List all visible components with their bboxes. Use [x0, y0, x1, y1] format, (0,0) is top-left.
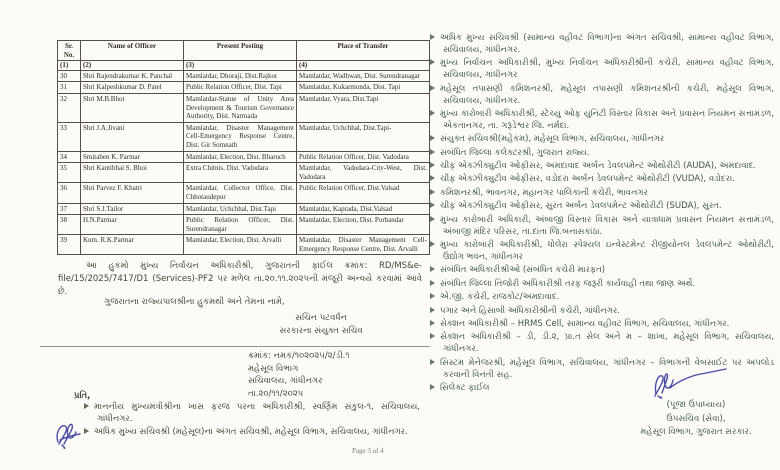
issuing-officer-name: (પૂજા ઉપાધ્યાય) [666, 400, 726, 410]
to-item-text: અધિક મુખ્ય સચિવશ્રી (મહેસૂલ)ના અંગત સચિવશ્રી, મહેસૂલ વિભાગ, સચિવાલય, ગાંધીનગર. [94, 426, 408, 437]
cell-sr-no: 33 [58, 122, 81, 151]
arrow-bullet-icon [430, 333, 435, 339]
arrow-bullet-icon [430, 320, 435, 326]
table-row [58, 70, 430, 82]
cell-place-of-transfer: Mamlatdar, Election, Dist. Porbandar [297, 215, 430, 235]
cell-sr-no: 31 [58, 82, 81, 94]
reference-block [248, 350, 350, 400]
list-item [430, 174, 774, 186]
cell-officer-name: Shri S.J.Tailor [81, 203, 184, 215]
list-item [430, 306, 774, 318]
cell-present-posting: Mamlatdar-Statue of Unity Area Development & Tourism Governance Authority, Dist. Narmada [184, 93, 297, 122]
distribution-item-text: ચીફ એક્ઝીક્યુટીવ ઓફીસર, વડોદરા અર્બન ડેવલપમેન્ટ ઓથોરીટી (VUDA), વડોદરા. [440, 174, 735, 185]
distribution-item-text: મુખ્ય કારોબારી અધિકારી, અંબાજી વિસ્તાર વિકાસ અને યાત્રાધામ પ્રવાસન નિયમન સત્તામંડળ, અંબાજી મંદિર પરિસર, તા.દાંતા જિ.બનાસકાંઠા. [440, 214, 774, 237]
list-item [430, 201, 774, 213]
cell-officer-name: Shri Rajendrakumar K. Panchal [81, 70, 184, 82]
arrow-bullet-icon [430, 34, 435, 40]
cell-officer-name: Shri M.B.Bhoi [81, 93, 184, 122]
cell-present-posting: Mamlatdar, Election, Dist. Bharuch [184, 151, 297, 163]
distribution-item-text: ચીફ એક્ઝીક્યુટીવ ઓફીસર, અમદાવાદ અર્બન ડેવલપમેન્ટ ઓથોરીટી (AUDA), અમદાવાદ. [440, 161, 757, 172]
cell-sr-no: 38 [58, 215, 81, 235]
list-item [84, 402, 420, 425]
cell-present-posting: Public Relation Officer, Dist. Surendranagar [184, 215, 297, 235]
arrow-bullet-icon [430, 189, 435, 195]
arrow-bullet-icon [430, 266, 435, 272]
distribution-item-text: સંબંધિત જિલ્લા તિજોરી અધિકારીશ્રી તરફ જરૂરી કાર્યવાહી તથા જાણ અર્થે. [440, 278, 696, 289]
list-item [430, 188, 774, 200]
list-item [430, 215, 774, 239]
distribution-item-text: સંબંધિત જિલ્લા કલેક્ટરશ્રી, ગુજરાત રાજ્ય. [440, 147, 590, 158]
deputy-secretary-signature-scribble [642, 366, 734, 400]
distribution-item-text: ચીફ એક્ઝીક્યુટીવ ઓફીસર, સુરત અર્બન ડેવલપમેન્ટ ઓથોરીટી (SUDA), સુરત. [440, 201, 722, 212]
to-item-text: માનનીય મુખ્યમંત્રીશ્રીના ખાસ ફરજ પરના અધિકારીશ્રી, સ્વર્ણિમ સંકુલ-૧, સચિવાલય, ગાંધીનગર. [94, 402, 420, 424]
column-header-sr-no: Sr. No. [58, 41, 81, 61]
to-list [84, 402, 420, 440]
arrow-bullet-icon [430, 135, 435, 141]
arrow-bullet-icon [430, 216, 435, 222]
table-row [58, 122, 430, 151]
cell-officer-name: Shri J.A.Jivani [81, 122, 184, 151]
arrow-bullet-icon [430, 280, 435, 286]
list-item [430, 58, 774, 82]
cell-officer-name: H.N.Parmar [81, 215, 184, 235]
distribution-item-text: કમિશનરશ્રી, ભાવનગર, મહાનગર પાલિકાની કચેરી, ભાવનગર [440, 187, 648, 198]
reference-number: ક્રમાંક: નમક/૧૦૨૦૨૫/૨/ડી.૧ [248, 351, 350, 361]
cell-sr-no: 39 [58, 235, 81, 255]
initials-signature-scribble [50, 418, 86, 450]
arrow-bullet-icon [430, 241, 435, 247]
cell-present-posting: Mamlatdar, Collector Office, Dist. Chhotaudepur [184, 183, 297, 203]
reference-department: મહેસૂલ વિભાગ [248, 363, 299, 374]
by-order-of-governor-line: ગુજરાતના રાજ્યપાલશ્રીના હુકમથી અને તેમના નામે, [104, 297, 285, 307]
column-number-2: (2) [81, 61, 184, 71]
table-row [58, 82, 430, 94]
transfer-table-header [58, 41, 430, 71]
distribution-item-text: એ.જી. કચેરી, રાજકોટ/અમદાવાદ. [440, 292, 560, 303]
order-approval-paragraph: આ હુકમો મુખ્ય નિર્વાચન અધિકારીશ્રી, ગુજરાતની ફાઈલ ક્રમાંક: RD/MS&e-file/15/2025/7417/D1 (Services)-PF2 પર મળેલ તા.૨૦.૧૧.૨૦૨૫ની મંજૂરી અન્વયે કરવામાં આવે છે. [58, 261, 422, 297]
list-item [430, 33, 774, 57]
list-item [430, 84, 774, 108]
table-row [58, 93, 430, 122]
list-item [430, 265, 774, 277]
list-item [430, 319, 774, 331]
arrow-bullet-icon [430, 175, 435, 181]
distribution-item-text: સેક્શન અધિકારીશ્રી – ડી, ડી.૨, પ્રા.ત સેલ અને મ – શાખા, મહેસૂલ વિભાગ, સચિવાલય, ગાંધીનગર. [440, 332, 774, 355]
arrow-bullet-icon [430, 149, 435, 155]
column-number-4: (4) [297, 61, 430, 71]
issuing-officer-title: ઉપસચિવ (સેવા), [666, 413, 726, 424]
table-row [58, 235, 430, 255]
list-item [430, 148, 774, 160]
column-header-place-of-transfer: Place of Transfer [297, 41, 430, 61]
distribution-item-text: પગાર અને હિસાબી અધિકારીશ્રીની કચેરી, ગાંધીનગર. [440, 305, 620, 316]
cell-sr-no: 37 [58, 203, 81, 215]
cell-officer-name: Smitaben K. Parmar [81, 151, 184, 163]
cell-sr-no: 34 [58, 151, 81, 163]
signatory-title: સરકારના સંયુક્ત સચિવ [279, 326, 363, 336]
cell-place-of-transfer: Mamlatdar, Vyara, Dist.Tapi [297, 93, 430, 122]
table-row [58, 163, 430, 183]
cell-officer-name: Kum. R.K.Parmar [81, 235, 184, 255]
table-row [58, 215, 430, 235]
cell-place-of-transfer: Mamlatdar, Vadodara-City-West, Dist. Vadodara [297, 163, 430, 183]
cell-sr-no: 32 [58, 93, 81, 122]
arrow-bullet-icon [430, 59, 435, 65]
column-number-3: (3) [184, 61, 297, 71]
transfer-table-body [58, 70, 430, 255]
distribution-item-text: અધિક મુખ્ય સચિવશ્રી (સામાન્ય વહીવટ વિભાગ)ના અંગત સચિવશ્રી, સામાન્ય વહીવટ વિભાગ, સચિવાલય, ગાંધીનગર. [440, 33, 774, 55]
cell-place-of-transfer: Mamlatdar, Uchchhal, Dist.Tapi- [297, 122, 430, 151]
cell-place-of-transfer: Mamlatdar, Wadhwan, Dist. Surendranagar [297, 70, 430, 82]
cell-place-of-transfer: Mamlatdar, Disaster Management Cell-Emergency Response Centre, Dist. Arvalli [297, 235, 430, 255]
list-item [430, 134, 774, 146]
distribution-item-text: સિસ્ટમ મેનેજરશ્રી, મહેસૂલ વિભાગ, સચિવાલય, ગાંધીનગર – વિભાગની વેબસાઈટ પર અપલોડ કરવાની વિનંતી સહ. [440, 357, 774, 380]
distribution-item-text: સિલેક્ટ ફાઈલ [440, 382, 490, 393]
to-label: પ્રતિ, [74, 391, 91, 401]
page-number: Page 3 of 4 [352, 447, 384, 455]
column-number-1: (1) [58, 61, 81, 71]
arrow-bullet-icon [430, 202, 435, 208]
list-item [430, 240, 774, 264]
distribution-list [430, 33, 774, 396]
arrow-bullet-icon [430, 307, 435, 313]
cell-present-posting: Mamlatdar, Disaster Management Cell-Emergency Response Centre, Dist. Gir Somnath [184, 122, 297, 151]
distribution-item-text: મુખ્ય કારોબારી અધિકારીશ્રી, સ્ટેચ્યુ ઓફ યુનિટી વિસ્તાર વિકાસ અને પ્રવાસન નિયમન સત્તામંડળ, એકતાનગર, તા. ગરૂડેશ્વર જિ. નર્મદા. [440, 108, 774, 131]
cell-sr-no: 36 [58, 183, 81, 203]
list-item [430, 161, 774, 173]
cell-officer-name: Shri Kantibhai S. Bhoi [81, 163, 184, 183]
arrow-bullet-icon [430, 293, 435, 299]
distribution-item-text: સેક્શન અધિકારીશ્રી – HRMS Cell, સામાન્ય વહીવટ વિભાગ, સચિવાલય, ગાંધીનગર. [440, 318, 730, 329]
cell-place-of-transfer: Mamlatdar, Kaprada, Dist.Valsad [297, 203, 430, 215]
reference-date: તા.૨૦/૧૧/૨૦૨૫ [248, 388, 304, 399]
cell-sr-no: 35 [58, 163, 81, 183]
arrow-bullet-icon [430, 162, 435, 168]
distribution-item-text: સંબંધિત અધિકારીશ્રીઓ (સંબંધિત કચેરી મારફત) [440, 265, 606, 276]
column-header-present-posting: Present Posting [184, 41, 297, 61]
cell-present-posting: Mamlatdar, Uchchhal, Dist.Tapi [184, 203, 297, 215]
arrow-bullet-icon [430, 359, 435, 365]
table-row [58, 203, 430, 215]
cell-place-of-transfer: Public Relation Officer, Dist. Vadodara [297, 151, 430, 163]
distribution-item-text: સંયુક્ત સચિવશ્રી(મહેકમ), મહેસૂલ વિભાગ, સચિવાલય, ગાંધીનગર [440, 134, 665, 145]
arrow-bullet-icon [430, 110, 435, 116]
list-item [430, 279, 774, 291]
cell-officer-name: Shri Parvez F. Khatri [81, 183, 184, 203]
list-item [430, 292, 774, 304]
transfer-table [57, 40, 430, 255]
page-fold-line [40, 346, 430, 347]
issuing-officer-department: મહેસૂલ વિભાગ, ગુજરાત સરકાર. [640, 427, 752, 437]
list-item [430, 332, 774, 356]
table-row [58, 183, 430, 203]
cell-sr-no: 30 [58, 70, 81, 82]
column-header-name: Name of Officer [81, 41, 184, 61]
distribution-item-text: મહેસૂલ તપાસણી કમિશનરશ્રી, મહેસૂલ તપાસણી કમિશનરશ્રીની કચેરી, મહેસૂલ વિભાગ, સચિવાલય, ગાંધીનગર. [440, 83, 774, 106]
signatory-block [246, 312, 396, 338]
arrow-bullet-icon [430, 85, 435, 91]
cell-place-of-transfer: Mamlatdar, Kukarmunda, Dist. Tapi [297, 82, 430, 94]
cell-present-posting: Extra Chitnis, Dist. Vadodara [184, 163, 297, 183]
cell-present-posting: Public Relation Officer, Dist. Tapi [184, 82, 297, 94]
cell-place-of-transfer: Public Relation Officer, Dist.Valsad [297, 183, 430, 203]
distribution-item-text: મુખ્ય નિર્વાચન અધિકારીશ્રી, મુખ્ય નિર્વાચન અધિકારીશ્રીની કચેરી, સામાન્ય વહીવટ વિભાગ, સચિવાલય, ગાંધીનગર [440, 58, 774, 81]
list-item [430, 109, 774, 133]
reference-place: સચિવાલય, ગાંધીનગર [248, 376, 323, 386]
signatory-name: સચિન પટવર્ધન [295, 313, 347, 323]
cell-present-posting: Mamlatdar, Election, Dist. Arvalli [184, 235, 297, 255]
arrow-bullet-icon [430, 384, 435, 390]
table-row [58, 151, 430, 163]
issuing-officer-block [612, 399, 780, 440]
arrow-bullet-icon [84, 403, 89, 409]
distribution-item-text: મુખ્ય કારોબારી અધિકારીશ્રી, ધોલેરા સ્પેશ્યલ ઇન્વેસ્ટમેન્ટ રીજીયોનલ ડેવલપમેન્ટ ઓથોરીટી, ઉદ્યોગ ભવન, ગાંધીનગર [440, 240, 774, 262]
cell-present-posting: Mamlatdar, Dhoraji, Dist.Rajkot [184, 70, 297, 82]
list-item [84, 427, 420, 439]
cell-officer-name: Shri Kalpeshkumar D. Patel [81, 82, 184, 94]
